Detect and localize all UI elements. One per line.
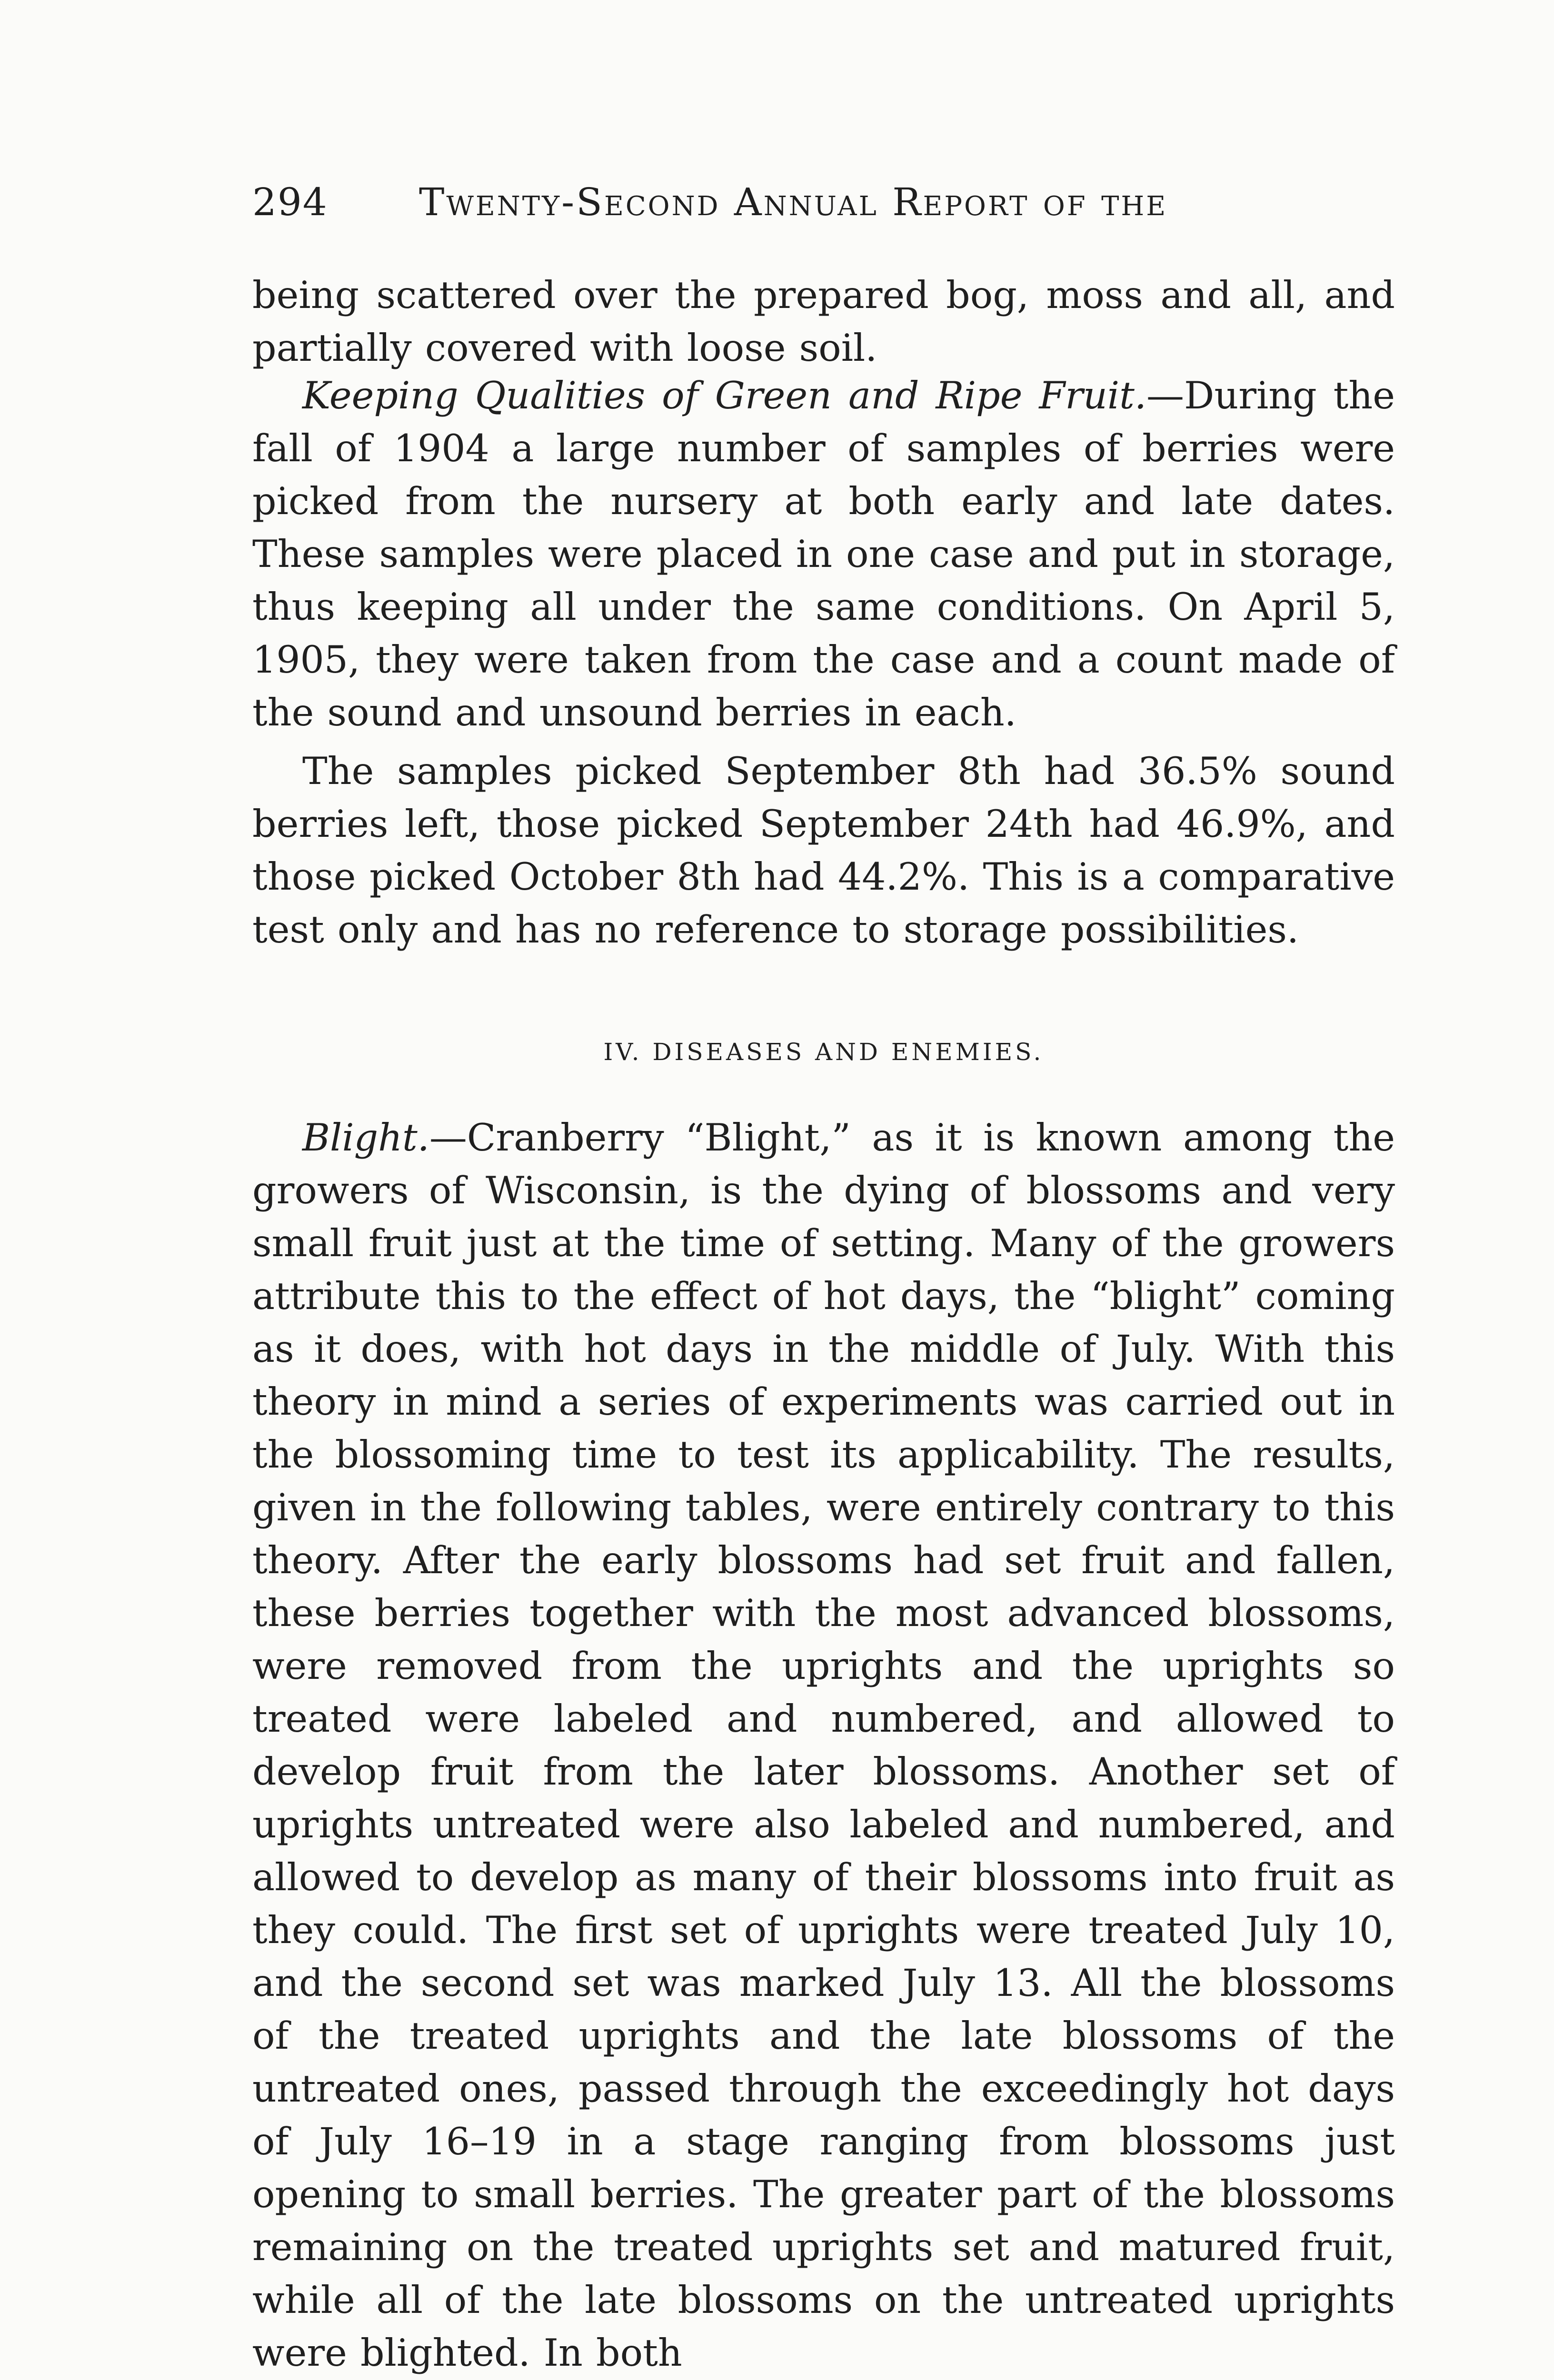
paragraph-lead-in-blight: Blight. [302, 1116, 429, 1160]
paragraph-body-blight: —Cranberry “Blight,” as it is known among the growers of Wisconsin, is the dying of blossoms and very small fruit just at the time of setting. Many of the growers attribute this to the effect of hot days, the “blight” coming as it does, with hot days in the middle of July. With this theory in mind a series of experiments was carried out in the blossoming time to test its applicability. The results, given in the following tables, were entirely contrary to this theory. After the early blossoms had set fruit and fallen, these berries together with the most advanced blossoms, were removed from the uprights and the uprights so treated were labeled and numbered, and allowed to develop fruit from the later blossoms. Another set of uprights untreated were also labeled and numbered, and allowed to develop as many of their blossoms into fruit as they could. The first set of uprights were treated July 10, and the second set was marked July 13. All the blossoms of the treated uprights and the late blossoms of the untreated ones, passed through the exceedingly hot days of July 16–19 in a stage ranging from blossoms just opening to small berries. The greater part of the blossoms remaining on the treated uprights set and matured fruit, while all of the late blossoms on the untreated uprights were blighted. In both [252, 1116, 1395, 2375]
paragraph-keeping-qualities [252, 369, 1395, 739]
running-head [252, 171, 1266, 233]
page-number: 294 [252, 180, 328, 224]
paragraph-lead-in-keeping-qualities: Keeping Qualities of Green and Ripe Fruit. [302, 374, 1146, 417]
text-block-samples [252, 745, 1395, 956]
text-block-keeping-qualities [252, 369, 1395, 739]
text-block-top [252, 269, 1395, 375]
paragraph-body-keeping-qualities: —During the fall of 1904 a large number of samples of berries were picked from the nursery at both early and late dates. These samples were placed in one case and put in storage, thus keeping all under the same conditions. On April 5, 1905, they were taken from the case and a count made of the sound and unsound berries in each. [252, 374, 1395, 734]
section-heading: IV. DISEASES AND ENEMIES. [603, 1038, 1044, 1066]
text-block-blight [252, 1111, 1395, 2380]
paragraph-blight [252, 1111, 1395, 2380]
paragraph-samples: The samples picked September 8th had 36.5% sound berries left, those picked September 24th had 46.9%, and those picked October 8th had 44.2%. This is a comparative test only and has no reference to storage possibilities. [252, 749, 1395, 952]
paragraph-continuation: being scattered over the prepared bog, moss and all, and partially covered with loose soil. [252, 273, 1395, 370]
running-title: Twenty-Second Annual Report of the [419, 180, 1168, 224]
